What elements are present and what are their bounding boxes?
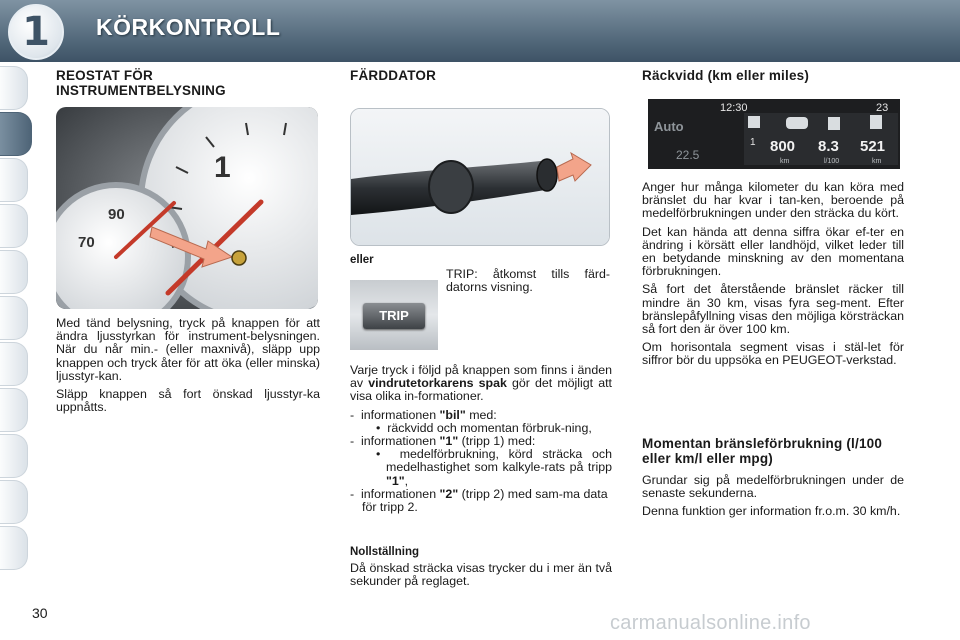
intro-text-end: gör det möjligt att visa olika in-formationer. bbox=[350, 376, 612, 404]
section-title-range: Räckvidd (km eller miles) bbox=[642, 68, 810, 83]
sub-item-text: medelförbrukning, körd sträcka och medelhastighet som kalkyle-rats på tripp bbox=[386, 447, 612, 475]
sub-item-bold: "1" bbox=[386, 473, 405, 488]
display-drawing bbox=[648, 99, 900, 169]
item-text: (tripp 1) med: bbox=[458, 434, 536, 449]
page-number: 30 bbox=[32, 605, 48, 621]
rheostat-text-1: Med tänd belysning, tryck på knappen för att ändra ljusstyrkan för instrument-belysningen. När du når min.- (eller maxnivå), släpp upp knappen och tryck åter för att öka (eller minska) ljusstyr-kan. bbox=[56, 316, 320, 383]
trip-button-block bbox=[350, 267, 612, 350]
item-text: informationen bbox=[361, 407, 440, 422]
sub-item-text: , bbox=[404, 473, 409, 488]
gauge-number-1: 1 bbox=[214, 151, 231, 184]
rheostat-text-2: Släpp knappen så fort önskad ljusstyr-ka uppnåtts. bbox=[56, 387, 320, 415]
chapter-tab[interactable] bbox=[0, 296, 28, 340]
sub-list-item: • räckvidd och momentan förbruk-ning, bbox=[376, 420, 592, 435]
list-item: - informationen "1" (tripp 1) med: • medelförbrukning, körd sträcka och medelhastighet som kalkyle-rats på tripp "1", bbox=[350, 434, 612, 488]
reset-text: Då önskad sträcka visas trycker du i mer än två sekunder på reglaget. bbox=[350, 561, 612, 589]
sub-list-item: • medelförbrukning, körd sträcka och medelhastighet som kalkyle-rats på tripp "1", bbox=[376, 447, 612, 488]
list-item: - informationen "2" (tripp 2) med sam-ma data för tripp 2. bbox=[350, 486, 608, 515]
display-unit-km-2: km bbox=[872, 158, 882, 165]
display-time: 12:30 bbox=[720, 102, 748, 114]
display-auto: Auto bbox=[654, 119, 684, 134]
column-rheostat bbox=[56, 62, 320, 419]
column-range bbox=[642, 62, 904, 523]
trip-button[interactable] bbox=[363, 303, 425, 329]
display-temp: 23 bbox=[876, 102, 889, 114]
chapter-title: KÖRKONTROLL bbox=[96, 14, 281, 40]
chapter-tab[interactable] bbox=[0, 158, 28, 202]
gauge-illustration bbox=[56, 107, 318, 309]
trip-button-label: TRIP bbox=[379, 308, 409, 323]
or-label: eller bbox=[350, 254, 374, 266]
multifunction-display bbox=[648, 99, 900, 169]
item-bold: "2" bbox=[439, 486, 459, 501]
chapter-badge: 1 bbox=[8, 4, 64, 60]
section-title-rheostat: REOSTAT FÖR INSTRUMENTBELYSNING bbox=[56, 68, 226, 98]
item-bold: "bil" bbox=[439, 407, 466, 422]
page-header bbox=[0, 0, 960, 62]
display-value-range: 800 bbox=[770, 138, 796, 155]
section-title-consumption: Momentan bränsleförbrukning (l/100 eller km/l eller mpg) bbox=[642, 435, 883, 466]
display-unit-l100: l/100 bbox=[824, 158, 840, 165]
wiper-stalk-illustration bbox=[350, 108, 610, 246]
chapter-tab[interactable] bbox=[0, 388, 28, 432]
display-value-distance: 521 bbox=[860, 138, 886, 155]
range-text-4: Om horisontala segment visas i stäl-let för siffror bör du uppsöka en PEUGEOT-verkstad. bbox=[642, 340, 904, 368]
chapter-tab-active[interactable] bbox=[0, 112, 32, 156]
chapter-tab[interactable] bbox=[0, 434, 28, 478]
trip-intro bbox=[350, 364, 612, 404]
info-list bbox=[350, 409, 612, 515]
gauge-number-90: 90 bbox=[108, 206, 125, 223]
section-title-trip-computer: FÄRDDATOR bbox=[350, 68, 437, 83]
display-unit-km: km bbox=[780, 158, 790, 165]
list-item: - informationen "bil" med: • räckvidd och momentan förbruk-ning, bbox=[350, 409, 612, 435]
chapter-tab[interactable] bbox=[0, 526, 28, 570]
range-text-3: Så fort det återstående bränslet räcker till mindre än 30 km, visas fyra seg-ment. Efter bränslepåfyllning visas den möjliga körsträckan så fort den är över 100 km. bbox=[642, 282, 904, 337]
stalk-drawing bbox=[351, 109, 609, 245]
watermark: carmanualsonline.info bbox=[610, 612, 811, 634]
sub-item-text: räckvidd och momentan förbruk-ning, bbox=[387, 420, 592, 435]
chapter-tab[interactable] bbox=[0, 342, 28, 386]
consumption-text-1: Grundar sig på medelförbrukningen under de senaste sekunderna. bbox=[642, 472, 904, 500]
intro-bold: vindrutetorkarens spak bbox=[368, 376, 507, 391]
column-trip-computer bbox=[350, 62, 612, 594]
display-temp-setting: 22.5 bbox=[676, 148, 700, 162]
display-slot: 1 bbox=[750, 137, 756, 148]
item-text: informationen bbox=[361, 486, 440, 501]
chapter-tab[interactable] bbox=[0, 204, 28, 248]
instrument-panel-photo bbox=[56, 107, 318, 309]
intro-text: Varje tryck i följd på knappen som finns i änden av bbox=[350, 363, 612, 391]
gauge-number-70: 70 bbox=[78, 234, 95, 251]
chapter-tab[interactable] bbox=[0, 66, 28, 110]
chapter-tab[interactable] bbox=[0, 250, 28, 294]
item-text: med: bbox=[465, 407, 497, 422]
item-bold: "1" bbox=[439, 434, 459, 449]
range-text-1: Anger hur många kilometer du kan köra med bränslet du har kvar i tan-ken, beroende på medelförbrukningen under den sträcka du kört. bbox=[642, 180, 904, 221]
trip-button-photo bbox=[350, 280, 438, 350]
item-text: informationen bbox=[361, 434, 440, 449]
item-text: (tripp 2) med sam-ma data för tripp 2. bbox=[362, 486, 608, 515]
chapter-tabs bbox=[0, 66, 32, 572]
range-text-2: Det kan hända att denna siffra ökar ef-ter en ändring i körsätt eller landhöjd, vilket leder till en betydande minskning av den momentana förbrukningen. bbox=[642, 224, 904, 279]
display-value-consumption: 8.3 bbox=[818, 138, 839, 155]
reset-title: Nollställning bbox=[350, 546, 419, 559]
chapter-tab[interactable] bbox=[0, 480, 28, 524]
consumption-text-2: Denna funktion ger information fr.o.m. 30 km/h. bbox=[642, 504, 901, 519]
trip-caption: TRIP: åtkomst tills färd-datorns visning. bbox=[446, 267, 610, 295]
